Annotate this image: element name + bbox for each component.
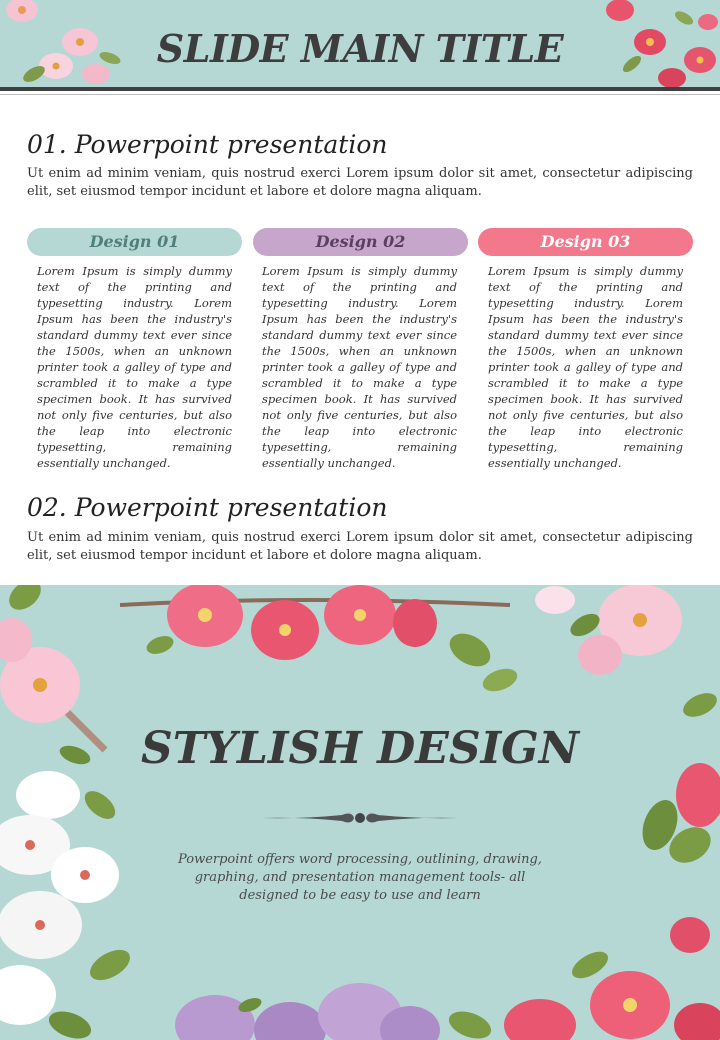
design-02-label: Design 02 xyxy=(253,228,468,256)
stylish-banner xyxy=(0,585,720,1040)
section-2-body: Ut enim ad minim veniam, quis nostrud exerci Lorem ipsum dolor sit amet, consectetur adipiscing elit, set eiusmod tempor incidunt et labore et dolore magna aliquam. xyxy=(27,530,693,563)
header-banner xyxy=(0,0,720,88)
design-02-text: Lorem Ipsum is simply dummy text of the printing and typesetting industry. Lorem Ipsum has been the industry's standard dummy text ever since the 1500s, when an unknown printer took a galley of type and scrambled it to make a type specimen book. It has survived not only five centuries, but also the leap into electronic typesetting, remaining essentially unchanged. xyxy=(262,264,457,470)
banner-title: STYLISH DESIGN xyxy=(141,723,579,774)
header-divider-thin xyxy=(0,94,720,95)
page-title: SLIDE MAIN TITLE xyxy=(156,26,564,71)
section-1-body: Ut enim ad minim veniam, quis nostrud exerci Lorem ipsum dolor sit amet, consectetur adipiscing elit, set eiusmod tempor incidunt et labore et dolore magna aliquam. xyxy=(27,166,693,199)
section-1-heading: 01. Powerpoint presentation xyxy=(27,130,388,159)
ornament-divider-icon xyxy=(262,807,458,829)
banner-text: Powerpoint offers word processing, outlining, drawing, graphing, and presentation management tools- all designed to be easy to use and learn xyxy=(178,852,542,903)
section-2-heading: 02. Powerpoint presentation xyxy=(27,493,388,522)
header-divider xyxy=(0,87,720,91)
design-01-label: Design 01 xyxy=(27,228,242,256)
design-03-text: Lorem Ipsum is simply dummy text of the printing and typesetting industry. Lorem Ipsum has been the industry's standard dummy text ever since the 1500s, when an unknown printer took a galley of type and scrambled it to make a type specimen book. It has survived not only five centuries, but also the leap into electronic typesetting, remaining essentially unchanged. xyxy=(488,264,683,470)
design-03-label: Design 03 xyxy=(478,228,693,256)
design-01-text: Lorem Ipsum is simply dummy text of the printing and typesetting industry. Lorem Ipsum has been the industry's standard dummy text ever since the 1500s, when an unknown printer took a galley of type and scrambled it to make a type specimen book. It has survived not only five centuries, but also the leap into electronic typesetting, remaining essentially unchanged. xyxy=(37,264,232,470)
